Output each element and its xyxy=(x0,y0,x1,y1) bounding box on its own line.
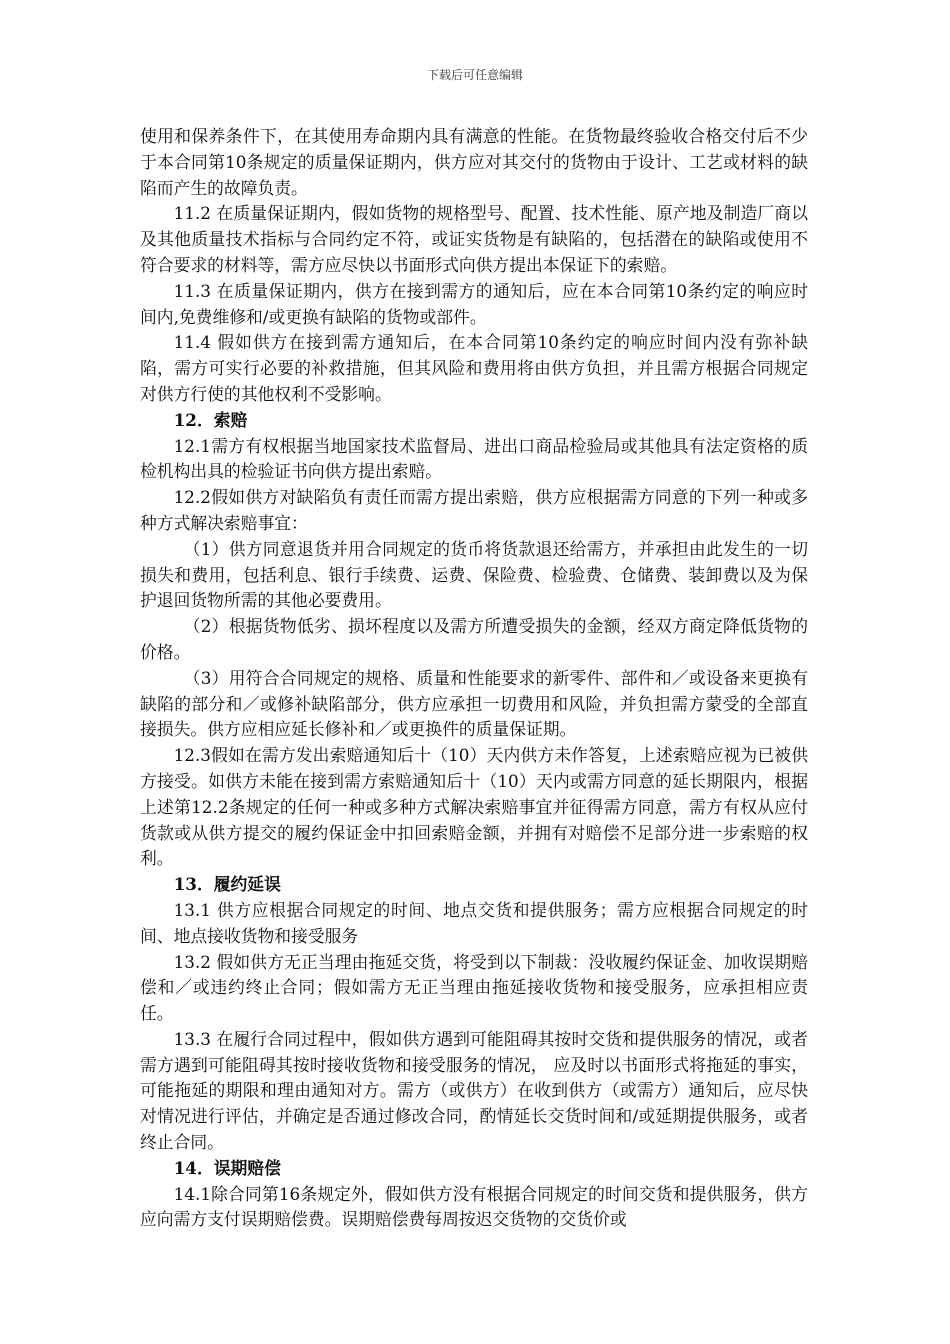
paragraph: 12.3假如在需方发出索赔通知后十（10）天内供方未作答复，上述索赔应视为已被供方接受。如供方未能在接到需方索赔通知后十（10）天内或需方同意的延长期限内，根据上述第12.2条规定的任何一种或多种方式解决索赔事宜并征得需方同意，需方有权从应付货款或从供方提交的履约保证金中扣回索赔金额，并拥有对赔偿不足部分进一步索赔的权利。 xyxy=(140,745,808,869)
document-body xyxy=(140,124,808,1233)
list-item: （1）供方同意退货并用合同规定的货币将货款退还给需方，并承担由此发生的一切损失和费用，包括利息、银行手续费、运费、保险费、检验费、仓储费、装卸费以及为保护退回货物所需的其他必要费用。 xyxy=(140,538,808,611)
paragraph: 使用和保养条件下，在其使用寿命期内具有满意的性能。在货物最终验收合格交付后不少于本合同第10条规定的质量保证期内，供方应对其交付的货物由于设计、工艺或材料的缺陷而产生的故障负责。 xyxy=(140,126,808,198)
paragraph: 13.3 在履行合同过程中，假如供方遇到可能阻碍其按时交货和提供服务的情况，或者需方遇到可能阻碍其按时接收货物和接受服务的情况， 应及时以书面形式将拖延的事实，可能拖延的期限和理由通知对方。需方（或供方）在收到供方（或需方）通知后，应尽快对情况进行评估，并确定是否通过修改合同，酌情延长交货时间和/或延期提供服务，或者终止合同。 xyxy=(140,1028,808,1153)
paragraph: 11.3 在质量保证期内，供方在接到需方的通知后，应在本合同第10条约定的响应时间内,免费维修和/或更换有缺陷的货物或部件。 xyxy=(140,280,808,327)
paragraph: 11.4 假如供方在接到需方通知后，在本合同第10条约定的响应时间内没有弥补缺陷，需方可实行必要的补救措施，但其风险和费用将由供方负担，并且需方根据合同规定对供方行使的其他权利不受影响。 xyxy=(140,332,808,404)
page-header: 下载后可任意编辑 xyxy=(426,68,523,82)
paragraph: 12.1需方有权根据当地国家技术监督局、进出口商品检验局或其他具有法定资格的质检机构出具的检验证书向供方提出索赔。 xyxy=(140,435,808,482)
section-heading: 12．索赔 xyxy=(173,409,248,430)
paragraph: 14.1除合同第16条规定外，假如供方没有根据合同规定的时间交货和提供服务，供方应向需方支付误期赔偿费。误期赔偿费每周按迟交货物的交货价或 xyxy=(140,1183,808,1230)
paragraph: 13.2 假如供方无正当理由拖延交货，将受到以下制裁：没收履约保证金、加收误期赔偿和／或违约终止合同；假如需方无正当理由拖延接收货物和接受服务，应承担相应责任。 xyxy=(140,951,808,1024)
paragraph: 12.2假如供方对缺陷负有责任而需方提出索赔，供方应根据需方同意的下列一种或多种方式解决索赔事宜： xyxy=(140,487,808,533)
section-heading: 13．履约延误 xyxy=(173,874,281,895)
list-item: （2）根据货物低劣、损坏程度以及需方所遭受损失的金额，经双方商定降低货物的价格。 xyxy=(140,616,808,662)
section-heading: 14．误期赔偿 xyxy=(173,1157,281,1178)
list-item: （3）用符合合同规定的规格、质量和性能要求的新零件、部件和／或设备来更换有缺陷的部分和／或修补缺陷部分，供方应承担一切费用和风险，并负担需方蒙受的全部直接损失。供方应相应延长修补和／或更换件的质量保证期。 xyxy=(140,667,808,740)
paragraph: 13.1 供方应根据合同规定的时间、地点交货和提供服务；需方应根据合同规定的时间、地点接收货物和接受服务 xyxy=(140,899,808,946)
paragraph: 11.2 在质量保证期内，假如货物的规格型号、配置、技术性能、原产地及制造厂商以及其他质量技术指标与合同约定不符，或证实货物是有缺陷的，包括潜在的缺陷或使用不符合要求的材料等，需方应尽快以书面形式向供方提出本保证下的索赔。 xyxy=(140,203,808,275)
